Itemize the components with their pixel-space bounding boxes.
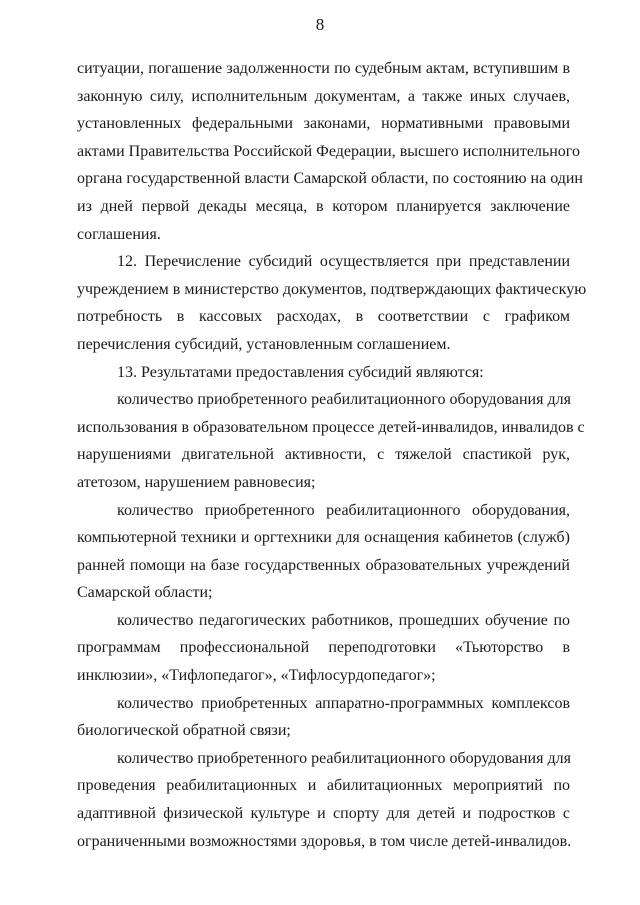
text-line: атетозом, нарушением равновесия; — [77, 473, 316, 491]
paragraph — [77, 497, 570, 607]
text-line: количество приобретенных аппаратно-программных комплексов — [117, 694, 570, 712]
text-line: перечисления субсидий, установленным соглашением. — [77, 335, 451, 353]
text-line: инклюзии», «Тифлопедагог», «Тифлосурдопедагог»; — [77, 667, 436, 685]
paragraph — [77, 690, 570, 745]
paragraph — [77, 55, 583, 248]
text-line: Самарской области; — [77, 584, 213, 602]
text-line: компьютерной техники и оргтехники для оснащения кабинетов (служб) — [77, 529, 570, 547]
text-line: 12. Перечисление субсидий осуществляется при представлении — [117, 253, 570, 271]
paragraph — [77, 607, 570, 690]
text-line: ограниченными возможностями здоровья, в том числе детей-инвалидов. — [77, 832, 572, 850]
text-line: законную силу, исполнительным документам, а также иных случаев, — [77, 87, 570, 105]
document-body — [77, 55, 587, 855]
text-line: количество приобретенного реабилитационного оборудования для — [117, 391, 571, 409]
text-line: количество приобретенного реабилитационного оборудования для — [117, 749, 571, 767]
text-line: проведения реабилитационных и абилитационных мероприятий по — [77, 777, 570, 795]
text-line: органа государственной власти Самарской области, по состоянию на один — [77, 170, 583, 188]
paragraph — [77, 745, 570, 855]
text-line: программам профессиональной переподготовки «Тьюторство в — [77, 639, 570, 657]
page-number: 8 — [315, 15, 325, 34]
text-line: установленных федеральными законами, нормативными правовыми — [77, 115, 570, 133]
paragraph — [77, 359, 570, 387]
text-line: количество педагогических работников, прошедших обучение по — [117, 611, 570, 629]
text-line: соглашения. — [77, 225, 161, 243]
text-line: биологической обратной связи; — [77, 722, 291, 740]
paragraph — [77, 386, 585, 496]
text-line: учреждением в министерство документов, подтверждающих фактическую — [77, 280, 587, 298]
paragraph — [77, 248, 587, 358]
text-line: из дней первой декады месяца, в котором планируется заключение — [77, 197, 570, 215]
text-line: адаптивной физической культуре и спорту для детей и подростков с — [77, 805, 570, 823]
text-line: актами Правительства Российской Федерации, высшего исполнительного — [77, 142, 580, 160]
text-line: использования в образовательном процессе детей-инвалидов, инвалидов с — [77, 418, 585, 436]
text-line: ранней помощи на базе государственных образовательных учреждений — [77, 556, 570, 574]
text-line: потребность в кассовых расходах, в соответствии с графиком — [77, 308, 570, 326]
text-line: 13. Результатами предоставления субсидий являются: — [117, 363, 484, 381]
text-line: количество приобретенного реабилитационного оборудования, — [117, 501, 570, 519]
text-line: нарушениями двигательной активности, с тяжелой спастикой рук, — [77, 446, 570, 464]
text-line: ситуации, погашение задолженности по судебным актам, вступившим в — [77, 60, 570, 77]
